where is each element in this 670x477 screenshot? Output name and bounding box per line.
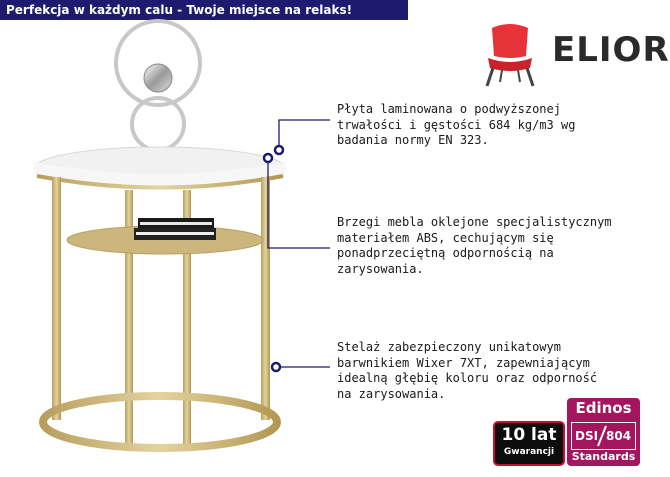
description-line: Stelaż zabezpieczony unikatowym	[337, 340, 561, 354]
edinos-standards: Standards	[571, 450, 636, 463]
dsi-right-text: 804	[606, 429, 632, 443]
edinos-badge	[567, 398, 640, 466]
warranty-value: 10 lat	[501, 425, 557, 445]
edinos-title: Edinos	[575, 399, 632, 417]
decor-lamp	[116, 21, 200, 160]
header-slogan: Perfekcja w każdym calu - Twoje miejsce na relaks!	[0, 0, 408, 20]
description-line: na zarysowania.	[337, 386, 446, 401]
pointer-lines	[268, 120, 330, 367]
description-line: trwałości i gęstości 684 kg/m3 wg	[337, 117, 576, 132]
description-frame	[337, 340, 597, 402]
description-edges	[337, 215, 612, 277]
dsi-box	[571, 422, 636, 450]
description-line: badania normy EN 323.	[337, 133, 489, 147]
description-line: zarysowania.	[337, 261, 424, 276]
dsi-slash-icon	[596, 425, 608, 447]
description-line: ponadprzeciętną odpornością na	[337, 246, 554, 260]
brand-logo-text: ELIOR	[552, 30, 670, 70]
table-shelf	[67, 218, 263, 254]
description-line: Płyta laminowana o podwyższonej	[337, 102, 561, 116]
table-base-ring	[43, 396, 277, 448]
description-line: materiałem ABS, cechującym się	[337, 230, 554, 245]
table-legs	[52, 177, 270, 448]
description-top	[337, 102, 575, 149]
description-line: idealną głębię koloru oraz odporność	[337, 371, 598, 385]
warranty-badge	[493, 421, 565, 466]
table-top	[35, 147, 285, 189]
description-line: barwnikiem Wixer 7XT, zapewniającym	[337, 355, 590, 370]
dsi-left-text: DSI	[575, 429, 599, 443]
warranty-label: Gwarancji	[503, 447, 555, 457]
description-line: Brzegi mebla oklejone specjalistycznym	[337, 215, 612, 229]
